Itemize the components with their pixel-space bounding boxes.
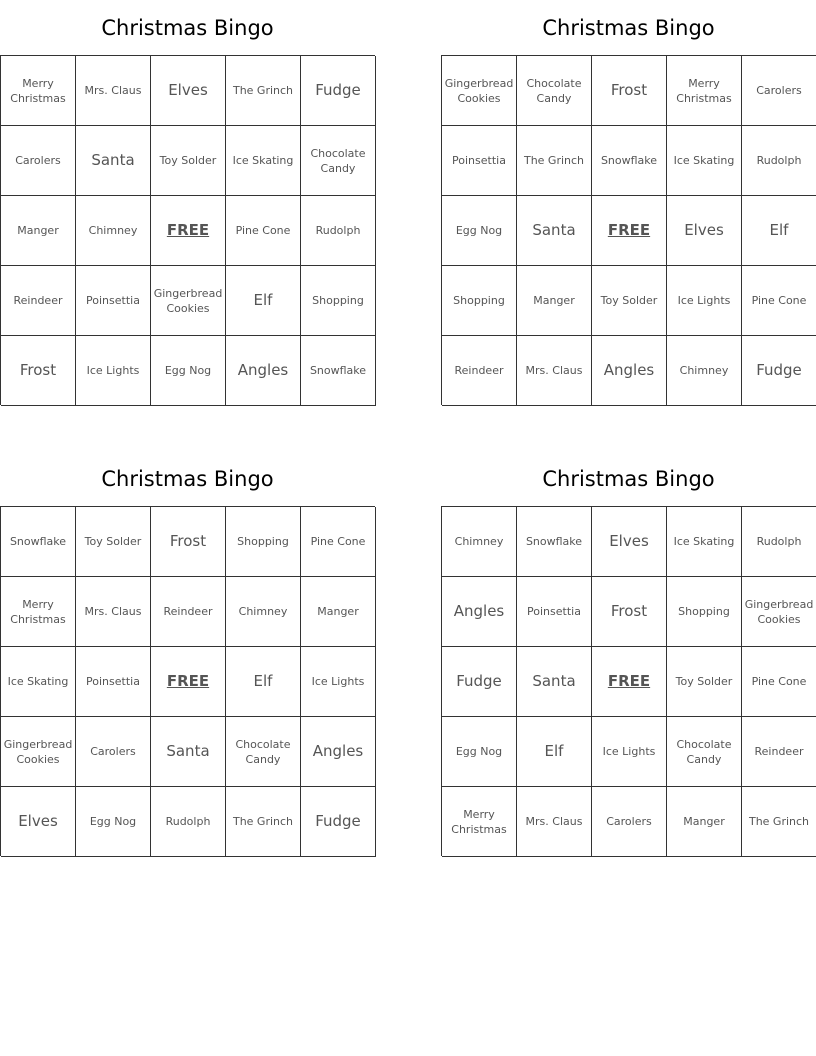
bingo-cell: Chimney <box>667 336 742 406</box>
bingo-cell: Manger <box>301 577 376 647</box>
bingo-cell: Pine Cone <box>226 196 301 266</box>
bingo-cell: Elf <box>517 717 592 787</box>
bingo-cell: Chocolate Candy <box>517 56 592 126</box>
bingo-cell: Chocolate Candy <box>226 717 301 787</box>
bingo-cell: Santa <box>151 717 226 787</box>
bingo-cell: Elf <box>226 647 301 717</box>
bingo-cell: Toy Solder <box>592 266 667 336</box>
bingo-cell: Merry Christmas <box>1 577 76 647</box>
bingo-cell: Egg Nog <box>442 717 517 787</box>
bingo-cell: Toy Solder <box>76 507 151 577</box>
bingo-cell: Rudolph <box>742 126 816 196</box>
free-space-cell: FREE <box>592 196 667 266</box>
bingo-cell: Ice Skating <box>226 126 301 196</box>
bingo-cell: Fudge <box>301 56 376 126</box>
bingo-cell: Ice Skating <box>667 126 742 196</box>
bingo-cell: Carolers <box>592 787 667 857</box>
bingo-cell: Ice Lights <box>667 266 742 336</box>
bingo-cell: Chimney <box>226 577 301 647</box>
bingo-cell: Merry Christmas <box>667 56 742 126</box>
bingo-cell: Mrs. Claus <box>76 56 151 126</box>
bingo-card-3 <box>0 451 375 856</box>
card-title: Christmas Bingo <box>101 16 274 40</box>
bingo-cell: Snowflake <box>592 126 667 196</box>
bingo-cell: Shopping <box>301 266 376 336</box>
bingo-cell: Fudge <box>301 787 376 857</box>
bingo-cell: Santa <box>76 126 151 196</box>
bingo-cell: Angles <box>226 336 301 406</box>
bingo-cell: Ice Lights <box>76 336 151 406</box>
bingo-cell: Frost <box>151 507 226 577</box>
bingo-cell: Chimney <box>442 507 517 577</box>
bingo-cell: Elves <box>667 196 742 266</box>
bingo-grid <box>441 506 816 856</box>
bingo-cell: Merry Christmas <box>442 787 517 857</box>
bingo-cell: Reindeer <box>151 577 226 647</box>
bingo-cell: Egg Nog <box>151 336 226 406</box>
bingo-cell: Gingerbread Cookies <box>1 717 76 787</box>
free-space-cell: FREE <box>151 647 226 717</box>
bingo-cell: Chocolate Candy <box>301 126 376 196</box>
bingo-cell: The Grinch <box>517 126 592 196</box>
bingo-card-4 <box>441 451 816 856</box>
bingo-cell: Reindeer <box>742 717 816 787</box>
bingo-card-1 <box>0 0 375 405</box>
bingo-grid <box>441 55 816 405</box>
bingo-cell: Poinsettia <box>442 126 517 196</box>
bingo-cell: Pine Cone <box>742 266 816 336</box>
bingo-cell: Rudolph <box>742 507 816 577</box>
bingo-cell: Egg Nog <box>76 787 151 857</box>
bingo-cell: Pine Cone <box>742 647 816 717</box>
bingo-cell: Pine Cone <box>301 507 376 577</box>
bingo-cell: Angles <box>301 717 376 787</box>
bingo-cell: Elf <box>742 196 816 266</box>
bingo-cell: Snowflake <box>1 507 76 577</box>
bingo-cell: Frost <box>592 577 667 647</box>
bingo-cell: Poinsettia <box>517 577 592 647</box>
bingo-grid <box>0 55 375 405</box>
bingo-cell: Ice Skating <box>667 507 742 577</box>
bingo-cell: Carolers <box>1 126 76 196</box>
bingo-cell: Gingerbread Cookies <box>442 56 517 126</box>
bingo-cell: Merry Christmas <box>1 56 76 126</box>
bingo-cell: Gingerbread Cookies <box>742 577 816 647</box>
free-space-cell: FREE <box>592 647 667 717</box>
bingo-cell: Ice Lights <box>592 717 667 787</box>
bingo-cell: Fudge <box>742 336 816 406</box>
bingo-cell: Santa <box>517 647 592 717</box>
bingo-cell: Manger <box>667 787 742 857</box>
bingo-card-2 <box>441 0 816 405</box>
bingo-cell: Santa <box>517 196 592 266</box>
bingo-cell: Reindeer <box>1 266 76 336</box>
bingo-cell: Manger <box>517 266 592 336</box>
bingo-cell: Chocolate Candy <box>667 717 742 787</box>
bingo-cell: Frost <box>592 56 667 126</box>
bingo-cell: Ice Skating <box>1 647 76 717</box>
bingo-cell: Shopping <box>226 507 301 577</box>
bingo-cell: Elf <box>226 266 301 336</box>
bingo-cell: Frost <box>1 336 76 406</box>
bingo-cell: Fudge <box>442 647 517 717</box>
bingo-cell: Snowflake <box>517 507 592 577</box>
bingo-cell: Chimney <box>76 196 151 266</box>
bingo-cell: Mrs. Claus <box>76 577 151 647</box>
bingo-cell: Gingerbread Cookies <box>151 266 226 336</box>
bingo-cell: Ice Lights <box>301 647 376 717</box>
bingo-cell: The Grinch <box>226 787 301 857</box>
bingo-cell: Poinsettia <box>76 266 151 336</box>
bingo-cell: Elves <box>592 507 667 577</box>
bingo-cell: Manger <box>1 196 76 266</box>
card-title: Christmas Bingo <box>542 16 715 40</box>
bingo-cell: Rudolph <box>151 787 226 857</box>
bingo-cell: Mrs. Claus <box>517 336 592 406</box>
bingo-cell: The Grinch <box>742 787 816 857</box>
card-title: Christmas Bingo <box>542 467 715 491</box>
card-title: Christmas Bingo <box>101 467 274 491</box>
bingo-cell: Shopping <box>667 577 742 647</box>
bingo-cell: Carolers <box>76 717 151 787</box>
bingo-cell: Shopping <box>442 266 517 336</box>
bingo-cell: Toy Solder <box>151 126 226 196</box>
bingo-grid <box>0 506 375 856</box>
free-space-cell: FREE <box>151 196 226 266</box>
bingo-cell: Reindeer <box>442 336 517 406</box>
bingo-cell: Egg Nog <box>442 196 517 266</box>
bingo-cell: Rudolph <box>301 196 376 266</box>
bingo-cell: Poinsettia <box>76 647 151 717</box>
bingo-cell: Angles <box>442 577 517 647</box>
bingo-cell: Snowflake <box>301 336 376 406</box>
bingo-cell: Elves <box>151 56 226 126</box>
bingo-cell: Toy Solder <box>667 647 742 717</box>
bingo-cell: Angles <box>592 336 667 406</box>
bingo-cell: Carolers <box>742 56 816 126</box>
bingo-cell: Elves <box>1 787 76 857</box>
bingo-cell: The Grinch <box>226 56 301 126</box>
bingo-cell: Mrs. Claus <box>517 787 592 857</box>
